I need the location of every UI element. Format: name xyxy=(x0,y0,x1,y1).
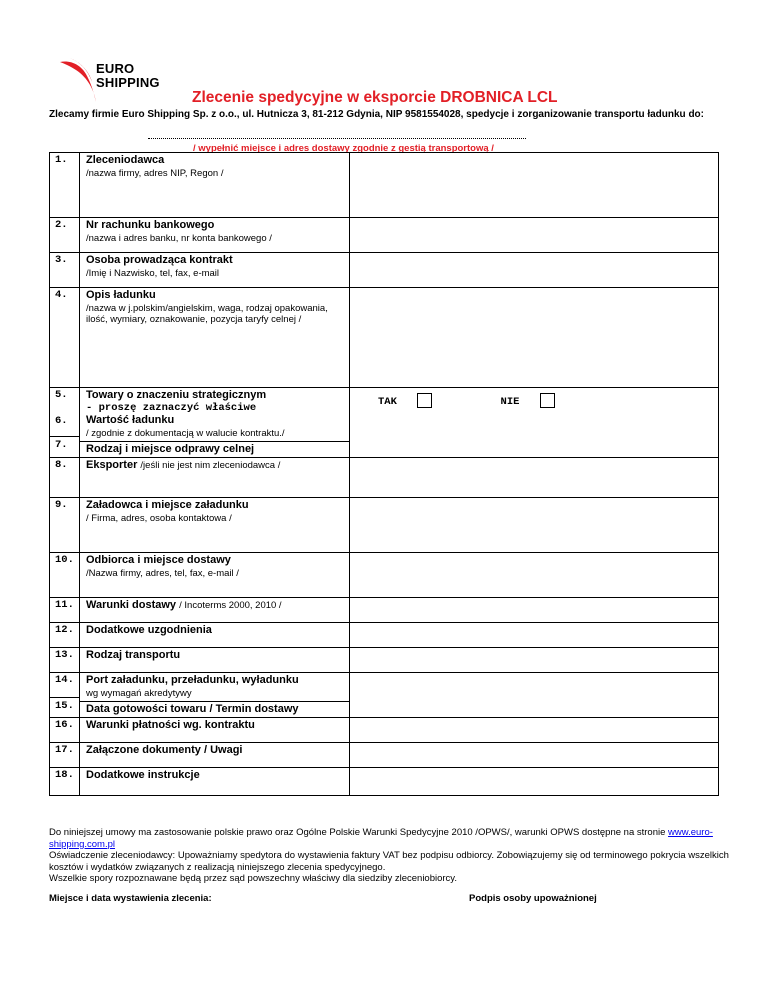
form-row-8 xyxy=(50,458,719,498)
yes-label: TAK xyxy=(378,396,397,408)
form-row-10 xyxy=(50,553,719,598)
row-title: Rodzaj transportu xyxy=(86,649,181,661)
signature-label: Podpis osoby upoważnionej xyxy=(469,893,597,904)
row-number: 16. xyxy=(50,718,80,743)
row-number: 11. xyxy=(50,598,80,623)
row-number: 6. xyxy=(55,415,68,427)
row-number: 8. xyxy=(50,458,80,498)
row-title: Osoba prowadząca kontrakt xyxy=(86,254,233,266)
row-number: 18. xyxy=(50,768,80,796)
row-title: Opis ładunku xyxy=(86,289,156,301)
row-label xyxy=(80,153,350,218)
row-label-group xyxy=(80,388,350,458)
row-subtitle: /jeśli nie jest nim zleceniodawca / xyxy=(140,460,281,471)
row-label-group xyxy=(80,673,350,718)
row-subtitle: wg wymagań akredytywy xyxy=(86,688,192,699)
place-and-date-label: Miejsce i data wystawienia zlecenia: xyxy=(49,893,212,904)
row-title: Nr rachunku bankowego xyxy=(86,219,215,231)
legal-notice xyxy=(49,827,729,885)
additional-instructions-field[interactable] xyxy=(350,768,719,796)
payment-terms-field[interactable] xyxy=(350,718,719,743)
transport-type-field[interactable] xyxy=(350,648,719,673)
intro-text: Zlecamy firmie Euro Shipping Sp. z o.o., ul. Hutnicza 3, 81-212 Gdynia, NIP 9581554028, spedycje i zorganizowanie transportu ładunku do: xyxy=(49,109,704,120)
row-label xyxy=(80,768,350,796)
row-label xyxy=(80,498,350,553)
row-number: 13. xyxy=(50,648,80,673)
logo-swoosh-icon xyxy=(60,62,96,102)
row-title: Warunki płatności wg. kontraktu xyxy=(86,719,255,731)
row-subtitle: - proszę zaznaczyć właściwe xyxy=(86,402,257,414)
legal-paragraph-1 xyxy=(49,827,729,850)
legal-paragraph-3: Wszelkie spory rozpoznawane będą przez sąd powszechny właściwy dla siedziby zleceniobiorcy. xyxy=(49,873,457,884)
form-row-4 xyxy=(50,288,719,388)
row-label xyxy=(80,253,350,288)
row-subtitle: /Nazwa firmy, adres, tel, fax, e-mail / xyxy=(86,568,239,579)
destination-note: / wypełnić miejsce i adres dostawy zgodnie z gestią transportową / xyxy=(193,143,494,154)
row-number: 1. xyxy=(50,153,80,218)
website-link[interactable]: www.euro-shipping.com.pl xyxy=(49,827,713,850)
row-title: Zleceniodawca xyxy=(86,154,165,166)
form-row-9 xyxy=(50,498,719,553)
form-row-11 xyxy=(50,598,719,623)
logo-line-euro: EURO xyxy=(96,61,135,76)
row-subtitle: /nazwa w j.polskim/angielskim, waga, rodzaj opakowania, ilość, wymiary, oznakowanie, pozycja taryfy celnej / xyxy=(86,303,328,325)
exporter-field[interactable] xyxy=(350,458,719,498)
form-row-3 xyxy=(50,253,719,288)
row-number: 15. xyxy=(50,697,79,712)
row-title-text: Warunki dostawy xyxy=(86,599,177,611)
row-title: Rodzaj i miejsce odprawy celnej xyxy=(80,441,349,456)
row-label xyxy=(80,623,350,648)
row-number: 9. xyxy=(50,498,80,553)
row-subtitle: /nazwa firmy, adres NIP, Regon / xyxy=(86,168,224,179)
document-title: Zlecenie spedycyjne w eksporcie DROBNICA LCL xyxy=(192,89,558,106)
contact-person-field[interactable] xyxy=(350,253,719,288)
row-title: Towary o znaczeniu strategicznym xyxy=(86,389,267,401)
logo-line-shipping: SHIPPING xyxy=(96,75,160,90)
shipper-field[interactable] xyxy=(350,498,719,553)
form-row-1 xyxy=(50,153,719,218)
row-title: Wartość ładunku xyxy=(86,414,175,426)
yes-checkbox[interactable] xyxy=(417,393,432,408)
row-number: 3. xyxy=(50,253,80,288)
no-checkbox[interactable] xyxy=(540,393,555,408)
row-title: Dodatkowe instrukcje xyxy=(86,769,200,781)
row-title: Port załadunku, przeładunku, wyładunku xyxy=(86,674,299,686)
client-field[interactable] xyxy=(350,153,719,218)
row-number: 14. xyxy=(55,674,74,686)
row-number: 7. xyxy=(50,436,79,451)
form-row-2 xyxy=(50,218,719,253)
row-title: Załadowca i miejsce załadunku xyxy=(86,499,249,511)
row-label xyxy=(80,553,350,598)
row-title: Data gotowości towaru / Termin dostawy xyxy=(80,701,349,716)
row-label xyxy=(80,218,350,253)
cargo-description-field[interactable] xyxy=(350,288,719,388)
bank-account-field[interactable] xyxy=(350,218,719,253)
ports-and-dates-field[interactable] xyxy=(350,673,719,718)
row-subtitle: /nazwa i adres banku, nr konta bankowego / xyxy=(86,233,272,244)
additional-agreements-field[interactable] xyxy=(350,623,719,648)
row-number: 17. xyxy=(50,743,80,768)
row-subtitle: / Firma, adres, osoba kontaktowa / xyxy=(86,513,232,524)
form-row-18 xyxy=(50,768,719,796)
row-title xyxy=(86,599,345,612)
row-number: 5. xyxy=(55,389,68,401)
legal-text: Do niniejszej umowy ma zastosowanie polskie prawo oraz Ogólne Polskie Warunki Spedycyjne 2010 /OPWS/, warunki OPWS dostępne na stronie xyxy=(49,827,669,838)
logo-text xyxy=(96,62,160,90)
row-title-text: Eksporter xyxy=(86,459,138,471)
row-label xyxy=(80,458,350,498)
row-title: Dodatkowe uzgodnienia xyxy=(86,624,212,636)
row-number-group xyxy=(50,673,80,718)
form-row-14-15 xyxy=(50,673,719,718)
row-subtitle: / Incoterms 2000, 2010 / xyxy=(179,600,282,611)
strategic-choice xyxy=(350,388,718,408)
destination-dotted-line[interactable] xyxy=(148,138,526,139)
strategic-goods-field xyxy=(350,388,719,458)
row-label xyxy=(80,648,350,673)
row-number: 12. xyxy=(50,623,80,648)
row-number: 2. xyxy=(50,218,80,253)
row-title: Odbiorca i miejsce dostawy xyxy=(86,554,231,566)
row-label xyxy=(80,743,350,768)
attached-documents-field[interactable] xyxy=(350,743,719,768)
row-number-group xyxy=(50,388,80,458)
form-row-12 xyxy=(50,623,719,648)
no-label: NIE xyxy=(500,396,520,408)
form-row-5-7 xyxy=(50,388,719,458)
delivery-terms-field[interactable] xyxy=(350,598,719,623)
row-label xyxy=(80,598,350,623)
row-label xyxy=(80,288,350,388)
consignee-field[interactable] xyxy=(350,553,719,598)
legal-paragraph-2: Oświadczenie zleceniodawcy: Upoważniamy spedytora do wystawienia faktury VAT bez podpisu odbiorcy. Zobowiązujemy się od terminowego pokrycia wszelkich kosztów i wydatków związanych z realizacją niniejszego zlecenia spedycyjnego. xyxy=(49,850,729,873)
order-form-table xyxy=(49,152,719,796)
row-title: Załączone dokumenty / Uwagi xyxy=(86,744,243,756)
row-number: 10. xyxy=(50,553,80,598)
row-title xyxy=(86,459,345,472)
row-number: 4. xyxy=(50,288,80,388)
form-row-17 xyxy=(50,743,719,768)
form-row-13 xyxy=(50,648,719,673)
row-subtitle: /Imię i Nazwisko, tel, fax, e-mail xyxy=(86,268,220,279)
row-subtitle: / zgodnie z dokumentacją w walucie kontraktu./ xyxy=(86,428,285,439)
row-label xyxy=(80,718,350,743)
form-row-16 xyxy=(50,718,719,743)
